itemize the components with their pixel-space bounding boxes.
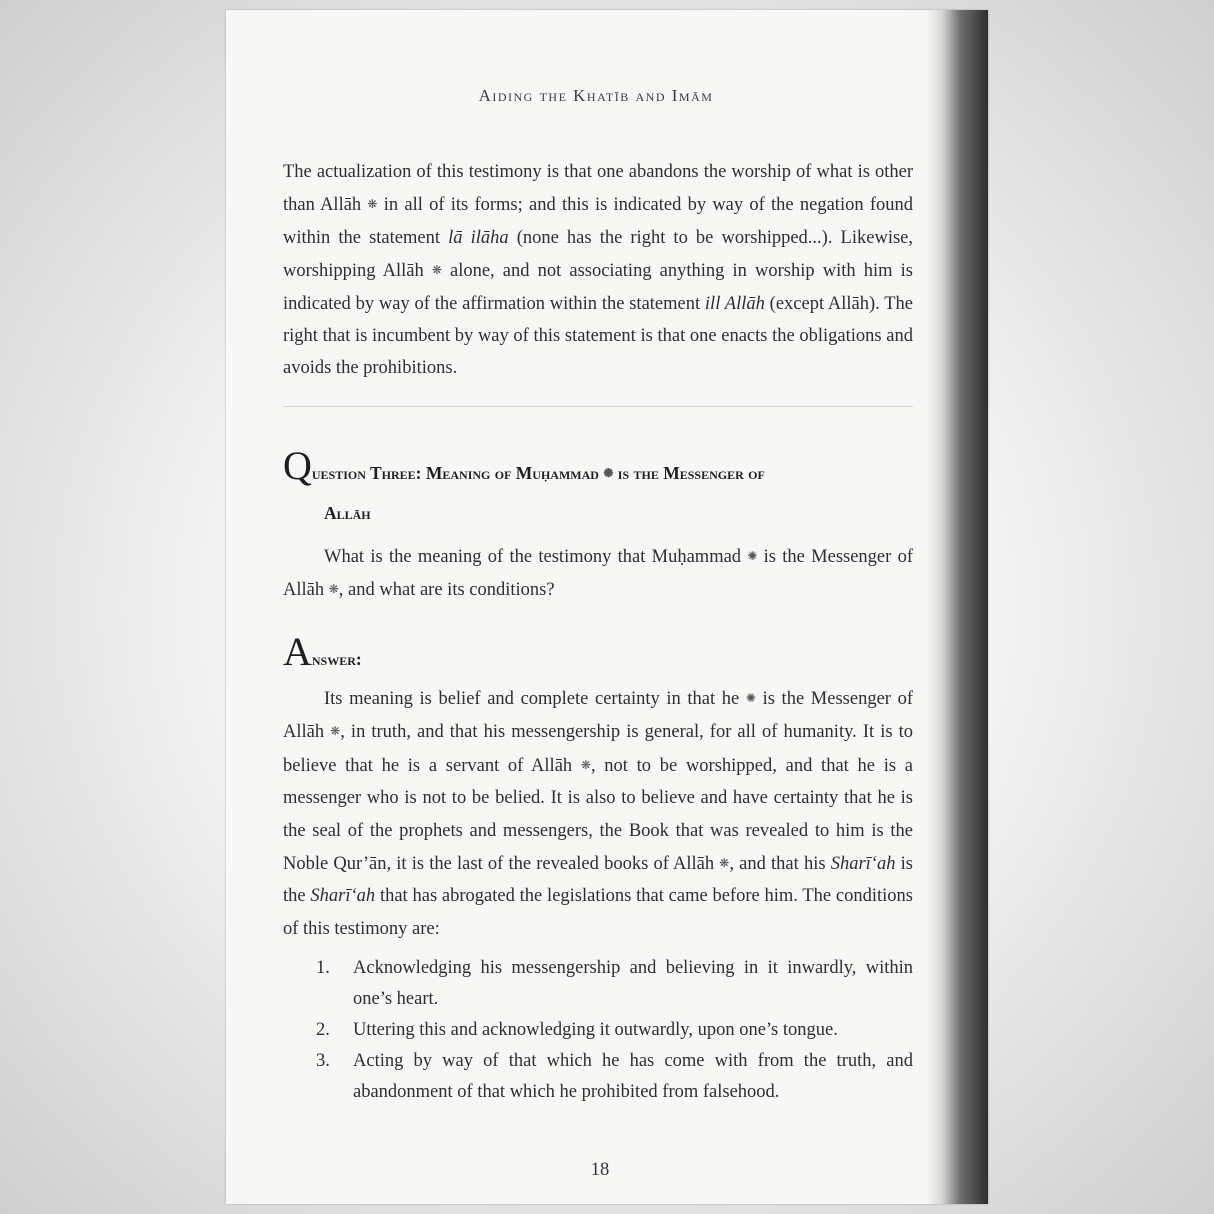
answer-italic-1: Sharī‘ah (830, 854, 896, 875)
section-divider (283, 406, 913, 407)
answer-italic-2: Sharī‘ah (310, 886, 376, 907)
honorific-glyph-icon: ❋ (719, 856, 730, 871)
question-heading-line2: Allāh (324, 503, 371, 523)
question-heading (283, 443, 923, 493)
answer-text-5: , and that his (729, 854, 831, 875)
answer-text-2: is the Messenger of Allāh (283, 689, 913, 743)
intro-text-5: (except Allāh). The right that is incumbent by way of this statement is that one enacts the obligations and avoids the prohibitions. (283, 293, 913, 379)
list-item-number: 3. (316, 1051, 330, 1071)
heading-drop-cap: A (283, 629, 312, 674)
salutation-glyph-icon: ✺ (745, 691, 756, 705)
list-item-text: Uttering this and acknowledging it outwardly, upon one’s tongue. (353, 1020, 838, 1040)
answer-text-3: , in truth, and that his messengership is general, for all of humanity. It is to believe that he is a servant of Allāh (283, 722, 913, 776)
honorific-glyph-icon: ❋ (330, 724, 341, 739)
answer-text-1: Its meaning is belief and complete certainty in that he (324, 689, 746, 709)
honorific-glyph-icon: ❋ (431, 263, 442, 278)
list-item (316, 1046, 913, 1108)
question-text-1: What is the meaning of the testimony that Muḥammad (324, 547, 748, 567)
intro-italic-1: lā ilāha (448, 227, 509, 248)
honorific-glyph-icon: ❋ (367, 197, 378, 212)
intro-italic-2: ill Allāh (704, 293, 765, 314)
intro-text-1: The actualization of this testimony is that one abandons the worship of what is other than Allāh (283, 162, 913, 216)
answer-paragraph (283, 682, 913, 945)
salutation-glyph-icon: ✺ (747, 549, 758, 563)
intro-text-4: alone, and not associating anything in worship with him is indicated by way of the affirmation within the statement (283, 261, 913, 314)
heading-text: uestion Three: Meaning of Muḥammad (311, 463, 604, 483)
list-item (316, 953, 913, 1015)
honorific-glyph-icon: ❋ (580, 757, 591, 772)
spine-shadow (926, 10, 988, 1204)
book-page (226, 10, 988, 1204)
list-item (316, 1015, 913, 1046)
intro-text-3: (none has the right to be worshipped...). Likewise, worshipping Allāh (283, 227, 913, 282)
salutation-glyph-icon: ✺ (603, 466, 614, 480)
answer-text-7: that has abrogated the legislations that came before him. The conditions of this testimony are: (283, 886, 913, 939)
list-item-text: Acknowledging his messengership and believing in it inwardly, within one’s heart. (353, 958, 913, 1009)
page-number: 18 (590, 1160, 610, 1180)
list-item-number: 2. (316, 1020, 330, 1040)
list-item-text: Acting by way of that which he has come with from the truth, and abandonment of that which he prohibited from falsehood. (353, 1051, 913, 1102)
question-text-3: , and what are its conditions? (338, 580, 555, 601)
answer-text-4: , not to be worshipped, and that he is a messenger who is not to be belied. It is also to believe and have certainty that he is the seal of the prophets and messengers, the Book that was revealed to him is the Noble Qur’ān, it is the last of the revealed books of Allāh (283, 755, 913, 875)
answer-heading (283, 630, 923, 681)
question-text-2: is the Messenger of Allāh (283, 547, 913, 601)
intro-paragraph (283, 156, 913, 385)
question-paragraph (283, 540, 913, 607)
answer-text-6: is the (283, 854, 913, 907)
intro-text-2: in all of its forms; and this is indicated by way of the negation found within the statement (283, 195, 913, 248)
conditions-list (316, 953, 913, 1108)
heading-text-2: is the Messenger of (613, 463, 765, 483)
heading-drop-cap: Q (283, 443, 312, 488)
list-item-number: 1. (316, 958, 330, 978)
honorific-glyph-icon: ❋ (328, 582, 339, 597)
running-header: Aiding the Khatīb and Imām (478, 86, 714, 105)
heading-text: nswer: (311, 649, 362, 669)
